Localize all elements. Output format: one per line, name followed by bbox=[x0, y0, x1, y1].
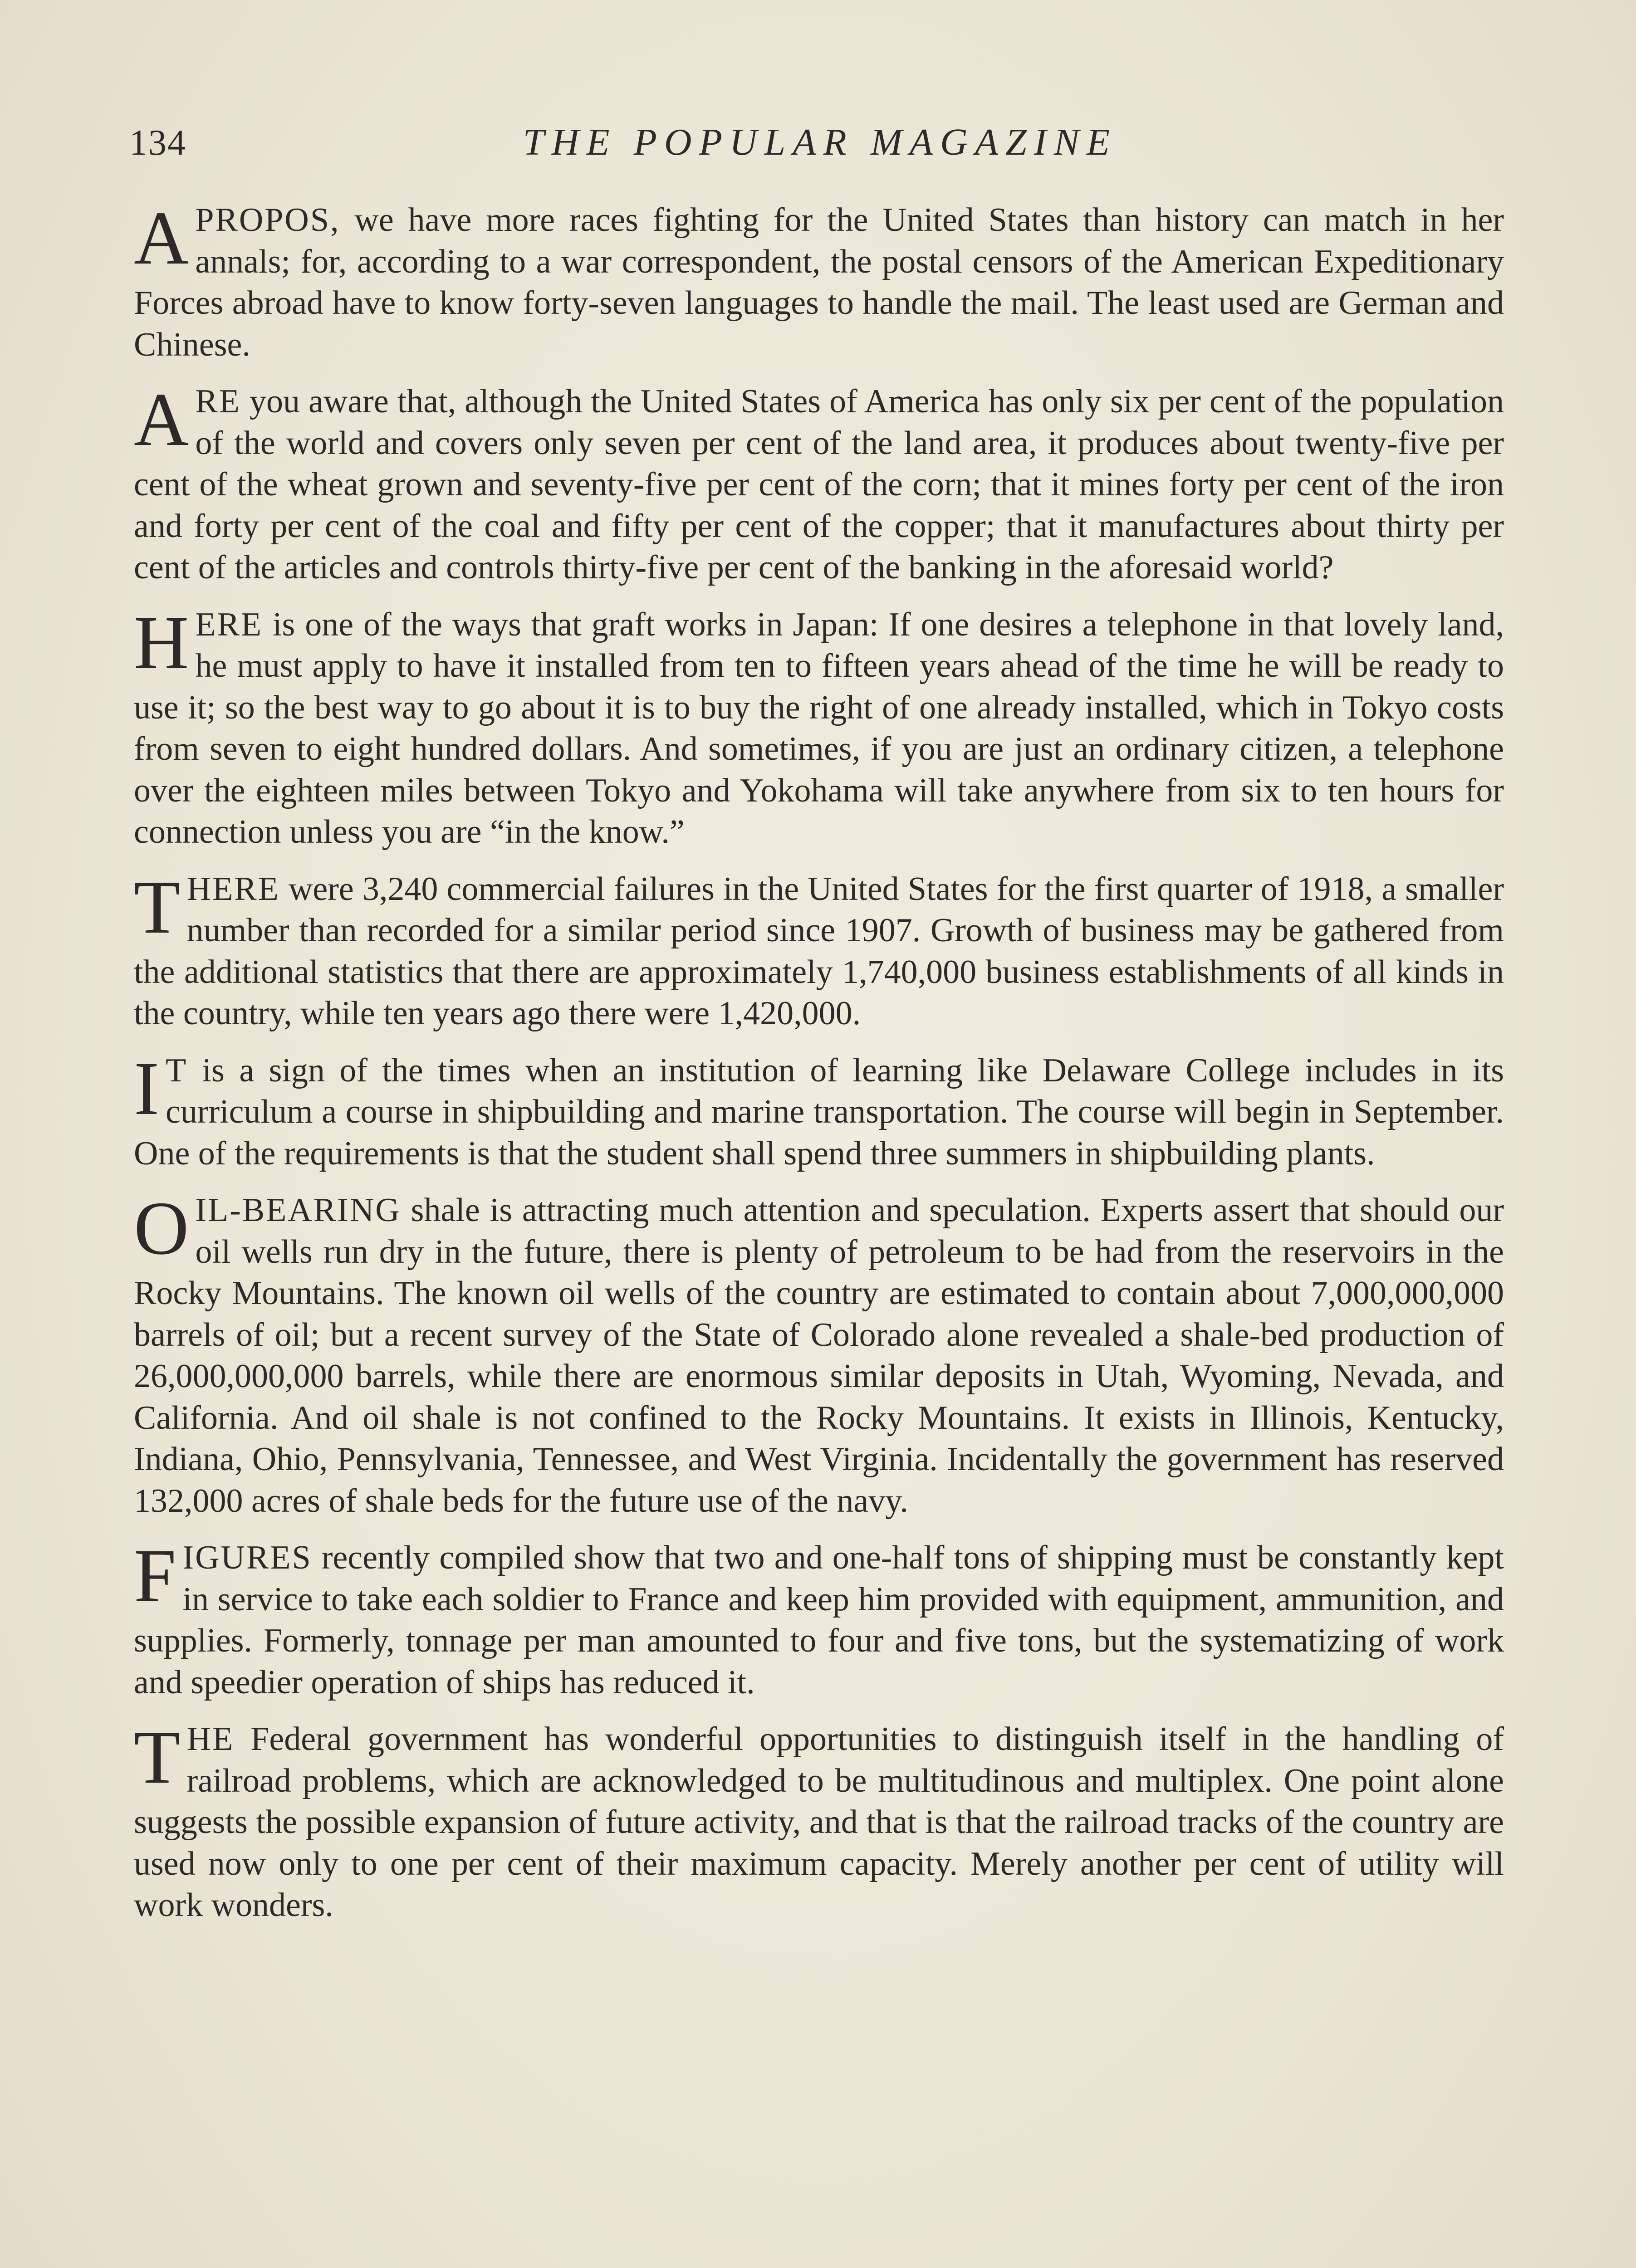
paragraph-failures bbox=[134, 865, 1504, 1035]
paragraph-text: is one of the ways that graft works in Japan: If one desires a telephone in that lovely land, he must apply to have it installed from ten to fifteen years ahead of the time he will be ready to use it; so the best way to go about it is to buy the right of one already installed, which in Tokyo costs from seven to eight hundred dollars. And sometimes, if you are just an ordinary citizen, a telephone over the eighteen miles between Tokyo and Yokohama will take anywhere from six to ten hours for connection unless you are “in the know.” bbox=[134, 606, 1504, 850]
drop-cap: O bbox=[134, 1186, 189, 1271]
page-number: 134 bbox=[129, 123, 186, 163]
paragraph-text: Federal government has wonderful opportunities to distinguish itself in the handling of railroad problems, which are acknowledged to be multitudinous and multiplex. One point alone suggests the possible expansion of future activity, and that is that the railroad tracks of the country are used now only to one per cent of their maximum capacity. Merely another per cent of utility will work wonders. bbox=[134, 1721, 1504, 1924]
lead-in: HE bbox=[186, 1721, 235, 1758]
magazine-title: THE POPULAR MAGAZINE bbox=[523, 121, 1117, 163]
drop-cap: H bbox=[134, 600, 189, 685]
paragraph-japan bbox=[134, 600, 1504, 853]
paragraph-races bbox=[134, 196, 1504, 366]
drop-cap: I bbox=[134, 1046, 159, 1131]
drop-cap: T bbox=[134, 1715, 181, 1799]
paragraph-college bbox=[134, 1046, 1504, 1175]
drop-cap: F bbox=[134, 1534, 176, 1618]
drop-cap: A bbox=[134, 377, 189, 462]
paragraph-railroad bbox=[134, 1715, 1504, 1926]
paragraph-text: shale is attracting much attention and speculation. Experts assert that should our oil wells run dry in the future, there is plenty of petroleum to be had from the reservoirs in the Rocky Mountains. The known oil wells of the country are estimated to contain about 7,000,000,000 barrels of oil; but a recent survey of the State of Colorado alone revealed a shale-bed production of 26,000,000,000 barrels, while there are enormous similar deposits in Utah, Wyoming, Nevada, and California. And oil shale is not confined to the Rocky Mountains. It exists in Illinois, Kentucky, Indiana, Ohio, Pennsylvania, Tennessee, and West Virginia. Incidentally the government has reserved 132,000 acres of shale beds for the future use of the navy. bbox=[134, 1192, 1504, 1520]
lead-in: HERE bbox=[186, 870, 280, 908]
lead-in: IL-BEARING bbox=[195, 1192, 401, 1229]
lead-in: PROPOS, bbox=[195, 201, 340, 239]
paragraph-text: we have more races fighting for the United States than history can match in her annals; for, according to a war correspondent, the postal censors of the American Expeditionary Forces abroad have to know forty-seven languages to handle the mail. The least used are German and Chinese. bbox=[134, 201, 1504, 363]
lead-in: T bbox=[165, 1051, 188, 1089]
lead-in: IGURES bbox=[182, 1539, 312, 1576]
paragraph-text: were 3,240 commercial failures in the United States for the first quarter of 1918, a smaller number than recorded for a similar period since 1907. Growth of business may be gathered from the additional statistics that there are approximately 1,740,000 business establishments of all kinds in the country, while ten years ago there were 1,420,000. bbox=[134, 870, 1504, 1032]
drop-cap: A bbox=[134, 196, 189, 280]
paragraph-population bbox=[134, 377, 1504, 589]
lead-in: ERE bbox=[195, 606, 263, 643]
lead-in: RE bbox=[195, 383, 241, 420]
article-body bbox=[134, 196, 1504, 1942]
paragraph-shipping bbox=[134, 1534, 1504, 1703]
paragraph-text: recently compiled show that two and one-half tons of shipping must be constantly kept in service to take each soldier to France and keep him provided with equipment, ammunition, and supplies. Formerly, tonnage per man amounted to four and five tons, but the systematizing of work and speedier operation of ships has reduced it. bbox=[134, 1539, 1504, 1701]
paragraph-text: you aware that, although the United States of America has only six per cent of the population of the world and covers only seven per cent of the land area, it produces about twenty-five per cent of the wheat grown and seventy-five per cent of the corn; that it mines forty per cent of the iron and forty per cent of the coal and fifty per cent of the copper; that it manufactures about thirty per cent of the articles and controls thirty-five per cent of the banking in the aforesaid world? bbox=[134, 383, 1504, 586]
drop-cap: T bbox=[134, 865, 181, 949]
paragraph-oil-shale bbox=[134, 1186, 1504, 1522]
page-header bbox=[129, 116, 1511, 166]
paragraph-text: is a sign of the times when an institution of learning like Delaware College includes in its curriculum a course in shipbuilding and marine transportation. The course will begin in September. One of the requirements is that the student shall spend three summers in shipbuilding plants. bbox=[134, 1051, 1504, 1172]
